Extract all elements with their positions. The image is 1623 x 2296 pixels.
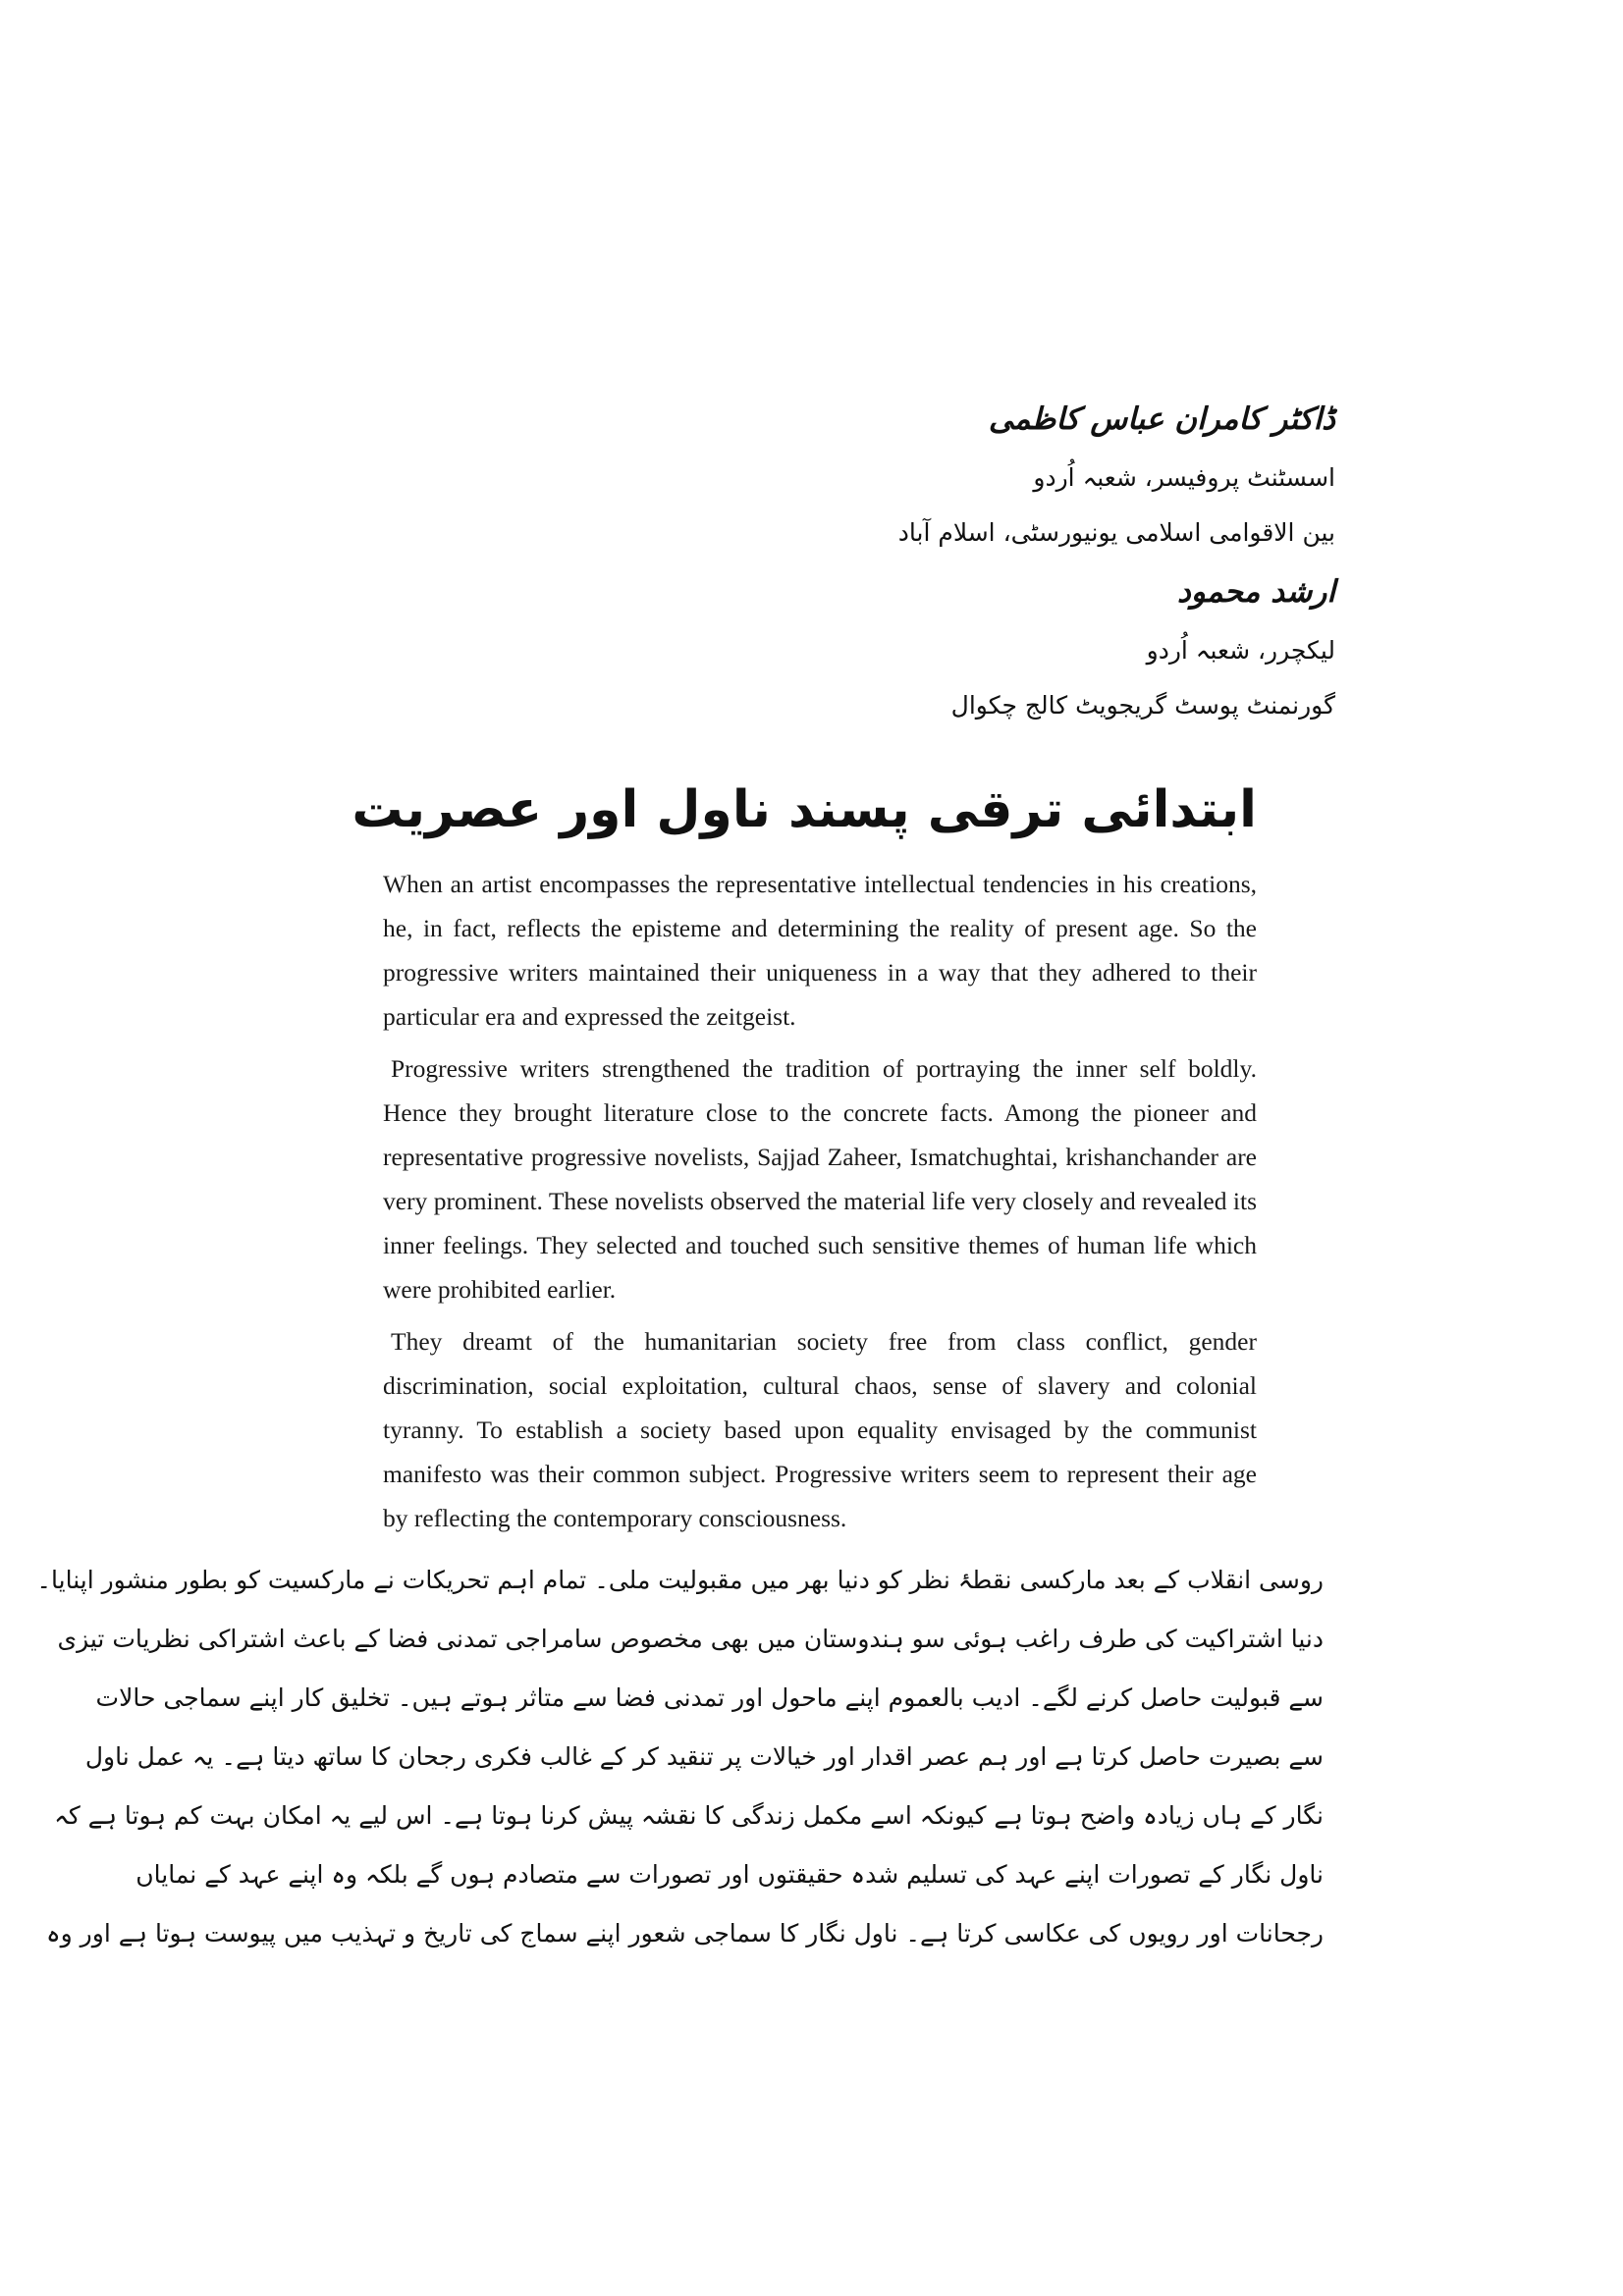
author-designation: اسسٹنٹ پروفیسر، شعبہ اُردو — [1033, 463, 1335, 492]
author-name: ڈاکٹر کامران عباس کاظمی — [988, 401, 1335, 437]
english-abstract — [383, 862, 1257, 1548]
body-text-line: دنیا اشتراکیت کی طرف راغب ہوئی سو ہندوستان میں بھی مخصوص سامراجی تمدنی فضا کے باعث اشتراکی نظریات تیزی — [57, 1625, 1324, 1653]
article-title: ابتدائی ترقی پسند ناول اور عصریت — [352, 780, 1257, 839]
abstract-paragraph: Progressive writers strengthened the tradition of portraying the inner self boldly. Hence they brought literature close to the concrete facts. Among the pioneer and representative progressive novelists, Sajjad Zaheer, Ismatchughtai, krishanchander are very prominent. These novelists observed the material life very closely and revealed its inner feelings. They selected and touched such sensitive themes of human life which were prohibited earlier. — [383, 1054, 1257, 1304]
abstract-paragraph: When an artist encompasses the representative intellectual tendencies in his creations, he, in fact, reflects the episteme and determining the reality of present age. So the progressive writers maintained their uniqueness in a way that they adhered to their particular era and expressed the zeitgeist. — [383, 870, 1257, 1031]
author-institution: بین الاقوامی اسلامی یونیورسٹی، اسلام آباد — [897, 518, 1335, 547]
body-text-line: ناول نگار کے تصورات اپنے عہد کی تسلیم شدہ حقیقتوں اور تصورات سے متصادم ہوں گے بلکہ وہ اپنے عہد کے نمایاں — [135, 1860, 1324, 1889]
author-institution: گورنمنٹ پوسٹ گریجویٹ کالج چکوال — [950, 691, 1335, 720]
body-text-line: سے بصیرت حاصل کرتا ہے اور ہم عصر اقدار اور خیالات پر تنقید کر کے غالب فکری رجحان کا ساتھ دیتا ہے۔ یہ عمل ناول — [84, 1742, 1324, 1771]
author-1 — [884, 388, 1335, 561]
author-name: ارشد محمود — [1177, 574, 1335, 610]
abstract-paragraph: They dreamt of the humanitarian society free from class conflict, gender discrimination, social exploitation, cultural chaos, sense of slavery and colonial tyranny. To establish a society based upon equality envisaged by the communist manifesto was their common subject. Progressive writers seem to represent their age by reflecting the contemporary consciousness. — [383, 1327, 1257, 1532]
body-text-line: سے قبولیت حاصل کرنے لگے۔ ادیب بالعموم اپنے ماحول اور تمدنی فضا سے متاثر ہوتے ہیں۔ تخلیق کار اپنے سماجی حالات — [95, 1683, 1324, 1712]
author-affiliations — [884, 388, 1335, 733]
urdu-body-text — [36, 1551, 1324, 1963]
author-2 — [884, 561, 1335, 733]
body-text-line: رجحانات اور رویوں کی عکاسی کرتا ہے۔ ناول نگار کا سماجی شعور اپنے سماج کی تاریخ و تہذیب میں پیوست ہوتا ہے اور وہ — [46, 1919, 1324, 1948]
body-text-line: نگار کے ہاں زیادہ واضح ہوتا ہے کیونکہ اسے مکمل زندگی کا نقشہ پیش کرنا ہوتا ہے۔ اس لیے یہ امکان بہت کم ہوتا ہے کہ — [54, 1801, 1324, 1830]
author-designation: لیکچرر، شعبہ اُردو — [1146, 636, 1335, 665]
body-text-line: روسی انقلاب کے بعد مارکسی نقطۂ نظر کو دنیا بھر میں مقبولیت ملی۔ تمام اہم تحریکات نے مارکسیت کو بطور منشور اپنایا۔ — [36, 1566, 1324, 1594]
